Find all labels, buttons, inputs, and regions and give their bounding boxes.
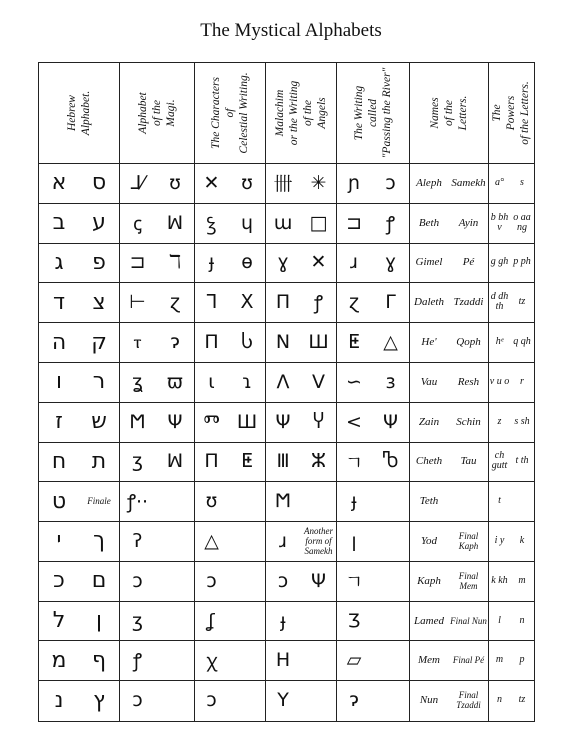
magi-cell bbox=[156, 521, 194, 561]
heb-cell: ל bbox=[52, 608, 66, 634]
cel-cell: ʊ bbox=[241, 171, 253, 194]
column-header bbox=[119, 63, 194, 163]
names-cell: Final Kaph bbox=[458, 530, 479, 551]
cel-cell bbox=[229, 561, 265, 601]
magi-cell: ꟽ bbox=[166, 211, 184, 234]
cel-cell: ɟ bbox=[208, 251, 215, 274]
pow-cell: n bbox=[519, 614, 525, 626]
pow-cell bbox=[511, 481, 533, 521]
mal-cell: Ψ bbox=[275, 410, 291, 433]
river-cell bbox=[372, 601, 409, 641]
river-cell: ɲ bbox=[347, 171, 361, 194]
cel-cell: ⵟ bbox=[241, 450, 253, 473]
magi-cell: Ψ bbox=[167, 410, 183, 433]
pow-cell: o aa ng bbox=[513, 211, 531, 233]
heb-cell: ט bbox=[51, 488, 67, 514]
header-line: Names bbox=[428, 97, 441, 129]
mal-cell: ꝭ bbox=[313, 292, 323, 315]
header-line: or the Writing bbox=[287, 80, 300, 146]
names-cell: Samekh bbox=[451, 176, 486, 189]
magi-cell: ϖ bbox=[167, 370, 183, 393]
page-title: The Mystical Alphabets bbox=[200, 20, 382, 41]
heb-cell: ח bbox=[51, 448, 67, 474]
heb-cell: ב bbox=[52, 210, 66, 236]
heb-cell: ס bbox=[91, 170, 107, 196]
river-cell: ɣ bbox=[384, 251, 397, 274]
river-cell bbox=[372, 481, 409, 521]
heb-cell: ד bbox=[52, 289, 65, 315]
heb-cell: ם bbox=[91, 568, 107, 594]
header-line: Angels bbox=[315, 97, 328, 129]
mal-cell: 卌 bbox=[273, 173, 293, 196]
magi-cell: ʒ bbox=[132, 609, 143, 632]
names-cell: He' bbox=[421, 336, 437, 349]
river-cell: ɜ bbox=[385, 370, 396, 393]
cel-cell: Ⱅ bbox=[203, 410, 220, 433]
cel-cell: Π bbox=[204, 331, 219, 354]
magi-cell bbox=[156, 481, 194, 521]
pow-cell: ch gutt bbox=[491, 450, 508, 472]
names-cell: Zain bbox=[418, 415, 440, 428]
cel-cell: ɥ bbox=[240, 211, 254, 234]
names-cell: Ayin bbox=[458, 216, 479, 229]
names-cell: Daleth bbox=[414, 296, 444, 309]
column-header bbox=[194, 63, 265, 163]
cel-cell bbox=[229, 601, 265, 641]
mal-cell: ✳ bbox=[310, 171, 327, 194]
column-header bbox=[336, 63, 409, 163]
mal-cell: V bbox=[312, 370, 325, 393]
heb-cell: נ bbox=[54, 687, 64, 713]
heb-cell: ת bbox=[91, 448, 107, 474]
river-cell: Ʒ bbox=[347, 609, 361, 632]
names-cell: Lamed bbox=[414, 614, 444, 627]
heb-cell: ש bbox=[91, 409, 107, 435]
column-header bbox=[488, 63, 533, 163]
mal-cell: ɣ bbox=[277, 251, 289, 274]
pow-cell: r bbox=[520, 375, 524, 387]
mal-cell: Π bbox=[275, 291, 291, 314]
header-line: of the Letters. bbox=[518, 81, 531, 145]
header-line: of the bbox=[301, 100, 314, 126]
cel-cell: ɔ bbox=[206, 569, 217, 592]
pow-cell: s bbox=[520, 176, 524, 188]
header-line: "Passing the River" bbox=[380, 67, 393, 159]
cel-cell: ʆ bbox=[208, 609, 215, 632]
header-line: of the bbox=[150, 100, 163, 126]
mal-cell: N bbox=[275, 331, 291, 354]
cel-cell: ⵝ bbox=[240, 291, 254, 314]
mal-cell bbox=[301, 640, 336, 680]
cel-cell: ɿ bbox=[241, 370, 253, 393]
magi-cell: ʔ bbox=[132, 529, 143, 552]
river-cell: ꝭ bbox=[385, 212, 395, 235]
river-cell: ㄱ bbox=[344, 571, 364, 594]
mal-cell: Ш bbox=[308, 331, 329, 354]
magi-cell: ʊ bbox=[169, 171, 181, 194]
alphabet-table bbox=[38, 62, 535, 722]
mal-cell: Λ bbox=[276, 370, 290, 393]
names-cell: Qoph bbox=[456, 336, 481, 349]
river-cell: Γ bbox=[385, 291, 396, 314]
river-cell bbox=[372, 680, 409, 720]
magi-cell: ꟽ bbox=[166, 450, 184, 473]
column-header bbox=[265, 63, 336, 163]
mal-cell: Ψ bbox=[311, 569, 326, 592]
names-cell: Pé bbox=[462, 256, 475, 269]
header-line: The Writing bbox=[352, 85, 365, 141]
mal-cell: H bbox=[275, 649, 291, 672]
names-cell: Tzaddi bbox=[453, 296, 484, 309]
magi-cell: ⅃⁄ bbox=[130, 171, 145, 194]
magi-cell: ʓ bbox=[132, 370, 143, 393]
names-cell: Teth bbox=[419, 495, 439, 508]
header-line: Letters. bbox=[456, 95, 469, 131]
pow-cell: i y bbox=[494, 534, 505, 546]
river-cell: ꞁ bbox=[351, 529, 357, 552]
magi-cell: ꝭ bbox=[132, 650, 142, 673]
pow-cell: a° bbox=[495, 176, 504, 188]
cel-cell: △ bbox=[204, 529, 219, 552]
cel-cell: ʊ bbox=[205, 490, 218, 513]
names-cell: Final Tzaddi bbox=[456, 690, 481, 711]
cel-cell: ꭓ bbox=[206, 650, 217, 673]
mal-cell: ✕ bbox=[310, 251, 327, 274]
heb-cell: ז bbox=[55, 409, 63, 435]
names-cell: Nun bbox=[419, 694, 439, 707]
pow-cell: k kh bbox=[491, 574, 508, 586]
magi-cell: ⊐ bbox=[129, 251, 146, 274]
pow-cell: v u o bbox=[489, 375, 510, 387]
header-line: Celestial Writing. bbox=[237, 72, 250, 154]
river-cell: < bbox=[346, 410, 362, 433]
pow-cell: g gh bbox=[490, 256, 509, 268]
header-line: Magi. bbox=[164, 99, 177, 127]
river-cell: ㄱ bbox=[344, 451, 364, 474]
river-cell: ⊐ bbox=[346, 211, 362, 234]
river-cell: ɟ bbox=[351, 490, 357, 513]
river-cell: ∽ bbox=[346, 370, 362, 393]
pow-cell: p ph bbox=[513, 256, 531, 268]
cel-cell: ɩ bbox=[208, 370, 215, 393]
heb-cell: ף bbox=[91, 647, 107, 673]
heb-cell: ר bbox=[92, 369, 106, 395]
names-cell: Final Nun bbox=[450, 615, 487, 626]
mal-cell: Y bbox=[277, 689, 289, 712]
pow-cell: t bbox=[498, 495, 501, 507]
magi-cell bbox=[156, 640, 194, 680]
pow-cell: m bbox=[518, 574, 526, 586]
cel-cell bbox=[229, 680, 265, 720]
river-cell bbox=[372, 521, 409, 561]
magi-cell: ʒ bbox=[132, 450, 143, 473]
river-cell bbox=[372, 561, 409, 601]
names-cell: Kaph bbox=[417, 574, 441, 587]
header-line: Alphabet. bbox=[80, 90, 92, 136]
names-cell bbox=[449, 481, 488, 521]
cel-cell: Π bbox=[204, 450, 219, 473]
magi-cell bbox=[156, 601, 194, 641]
names-cell: Aleph bbox=[416, 176, 442, 189]
magi-cell: ɔ bbox=[132, 689, 143, 712]
heb-cell: פ bbox=[92, 249, 106, 275]
mal-cell: Another form of Samekh bbox=[304, 525, 333, 556]
mal-cell: ɟ bbox=[280, 609, 286, 632]
mal-cell: Ⅲ bbox=[276, 450, 290, 473]
mal-cell bbox=[301, 481, 336, 521]
magi-cell: Ϻ bbox=[129, 410, 146, 433]
river-cell: Ψ bbox=[383, 410, 398, 433]
pow-cell: hᵉ bbox=[495, 336, 504, 348]
cel-cell bbox=[229, 481, 265, 521]
magi-cell: ⲧ bbox=[133, 331, 142, 354]
header-line: The bbox=[490, 104, 503, 122]
heb-cell: ה bbox=[51, 329, 67, 355]
heb-cell: מ bbox=[51, 647, 67, 673]
mal-cell: ɔ bbox=[277, 569, 289, 592]
pow-cell: d dh th bbox=[490, 291, 509, 313]
river-cell: ɀ bbox=[349, 291, 359, 314]
pow-cell: s sh bbox=[514, 415, 530, 427]
pow-cell: l bbox=[498, 614, 501, 626]
pow-cell: k bbox=[519, 534, 525, 546]
names-cell: Resh bbox=[457, 375, 480, 388]
mal-cell: Ϻ bbox=[274, 490, 292, 513]
magi-cell: ɂ bbox=[170, 331, 180, 354]
pow-cell: z bbox=[497, 415, 502, 427]
magi-cell: ɀ bbox=[170, 291, 180, 314]
heb-cell: י bbox=[56, 528, 62, 554]
river-cell bbox=[372, 640, 409, 680]
heb-cell: ע bbox=[92, 210, 106, 236]
heb-cell: א bbox=[51, 170, 67, 196]
names-cell: Vau bbox=[420, 375, 438, 388]
heb-cell: ק bbox=[91, 329, 107, 355]
cel-cell: ✕ bbox=[203, 171, 220, 194]
magi-cell: ɔ bbox=[132, 569, 143, 592]
header-line: The Characters bbox=[209, 77, 222, 149]
cel-cell bbox=[229, 640, 265, 680]
river-cell: ɂ bbox=[349, 689, 359, 712]
river-cell: ɔ bbox=[385, 171, 396, 194]
magi-cell: ꞔ bbox=[132, 212, 143, 235]
header-line: Malachim bbox=[273, 89, 286, 137]
header-line: Hebrew bbox=[66, 95, 78, 131]
heb-cell: ו bbox=[56, 369, 62, 395]
names-cell: Yod bbox=[420, 534, 438, 547]
mal-cell: Ⴤ bbox=[312, 410, 325, 433]
cel-cell: Ш bbox=[236, 410, 258, 433]
magi-cell: ꝭ·· bbox=[126, 491, 149, 514]
header-line: Powers bbox=[504, 95, 517, 131]
magi-cell bbox=[156, 561, 194, 601]
mal-cell bbox=[301, 601, 336, 641]
names-cell: Beth bbox=[418, 216, 440, 229]
cel-cell bbox=[229, 521, 265, 561]
names-cell: Cheth bbox=[415, 455, 443, 468]
names-cell: Final Mem bbox=[458, 570, 479, 591]
heb-cell: כ bbox=[53, 568, 65, 594]
cel-cell: ꝣ bbox=[206, 212, 217, 235]
header-line: of the bbox=[442, 100, 455, 126]
heb-cell: ך bbox=[93, 528, 105, 554]
mal-cell: ɹ bbox=[279, 529, 287, 552]
names-cell: Tau bbox=[460, 455, 477, 468]
mal-cell: □ bbox=[309, 211, 328, 234]
heb-cell: צ bbox=[92, 289, 106, 315]
pow-cell: tz bbox=[518, 694, 526, 706]
cel-cell: ɵ bbox=[241, 251, 253, 274]
header-line: of bbox=[223, 108, 236, 118]
names-cell: Final Pé bbox=[452, 655, 485, 666]
names-cell: Gimel bbox=[415, 256, 443, 269]
cel-cell: ᒣ bbox=[205, 291, 218, 314]
heb-cell: ג bbox=[54, 249, 64, 275]
heb-cell: ן bbox=[96, 608, 102, 634]
mal-cell bbox=[301, 680, 336, 720]
cel-cell: Ⴑ bbox=[241, 331, 253, 354]
pow-cell: n bbox=[497, 694, 502, 706]
mal-cell: ⵣ bbox=[311, 450, 326, 473]
names-cell: Mem bbox=[418, 654, 440, 667]
pow-cell: t th bbox=[515, 455, 529, 467]
heb-cell: ץ bbox=[93, 687, 105, 713]
column-header bbox=[39, 63, 119, 163]
river-cell: ⵟ bbox=[348, 331, 360, 354]
pow-cell: p bbox=[519, 654, 525, 666]
river-cell: △ bbox=[383, 331, 398, 354]
river-cell: ɹ bbox=[350, 251, 358, 274]
header-line: called bbox=[366, 98, 379, 128]
pow-cell: q qh bbox=[513, 336, 531, 348]
heb-cell: Finale bbox=[87, 496, 111, 507]
magi-cell bbox=[156, 680, 194, 720]
column-header bbox=[409, 63, 488, 163]
pow-cell: tz bbox=[518, 296, 526, 308]
river-cell: ▱ bbox=[346, 649, 362, 672]
magi-cell: ⊢ bbox=[129, 291, 146, 314]
mal-cell: ɯ bbox=[273, 211, 293, 234]
magi-cell: ℸ bbox=[168, 251, 182, 274]
pow-cell: b bh v bbox=[490, 211, 509, 233]
header-line: Alphabet bbox=[136, 92, 149, 134]
names-cell: Schin bbox=[456, 415, 481, 428]
cel-cell: ɔ bbox=[206, 689, 217, 712]
river-cell: Ⴊ bbox=[382, 450, 399, 473]
pow-cell: m bbox=[495, 654, 504, 666]
